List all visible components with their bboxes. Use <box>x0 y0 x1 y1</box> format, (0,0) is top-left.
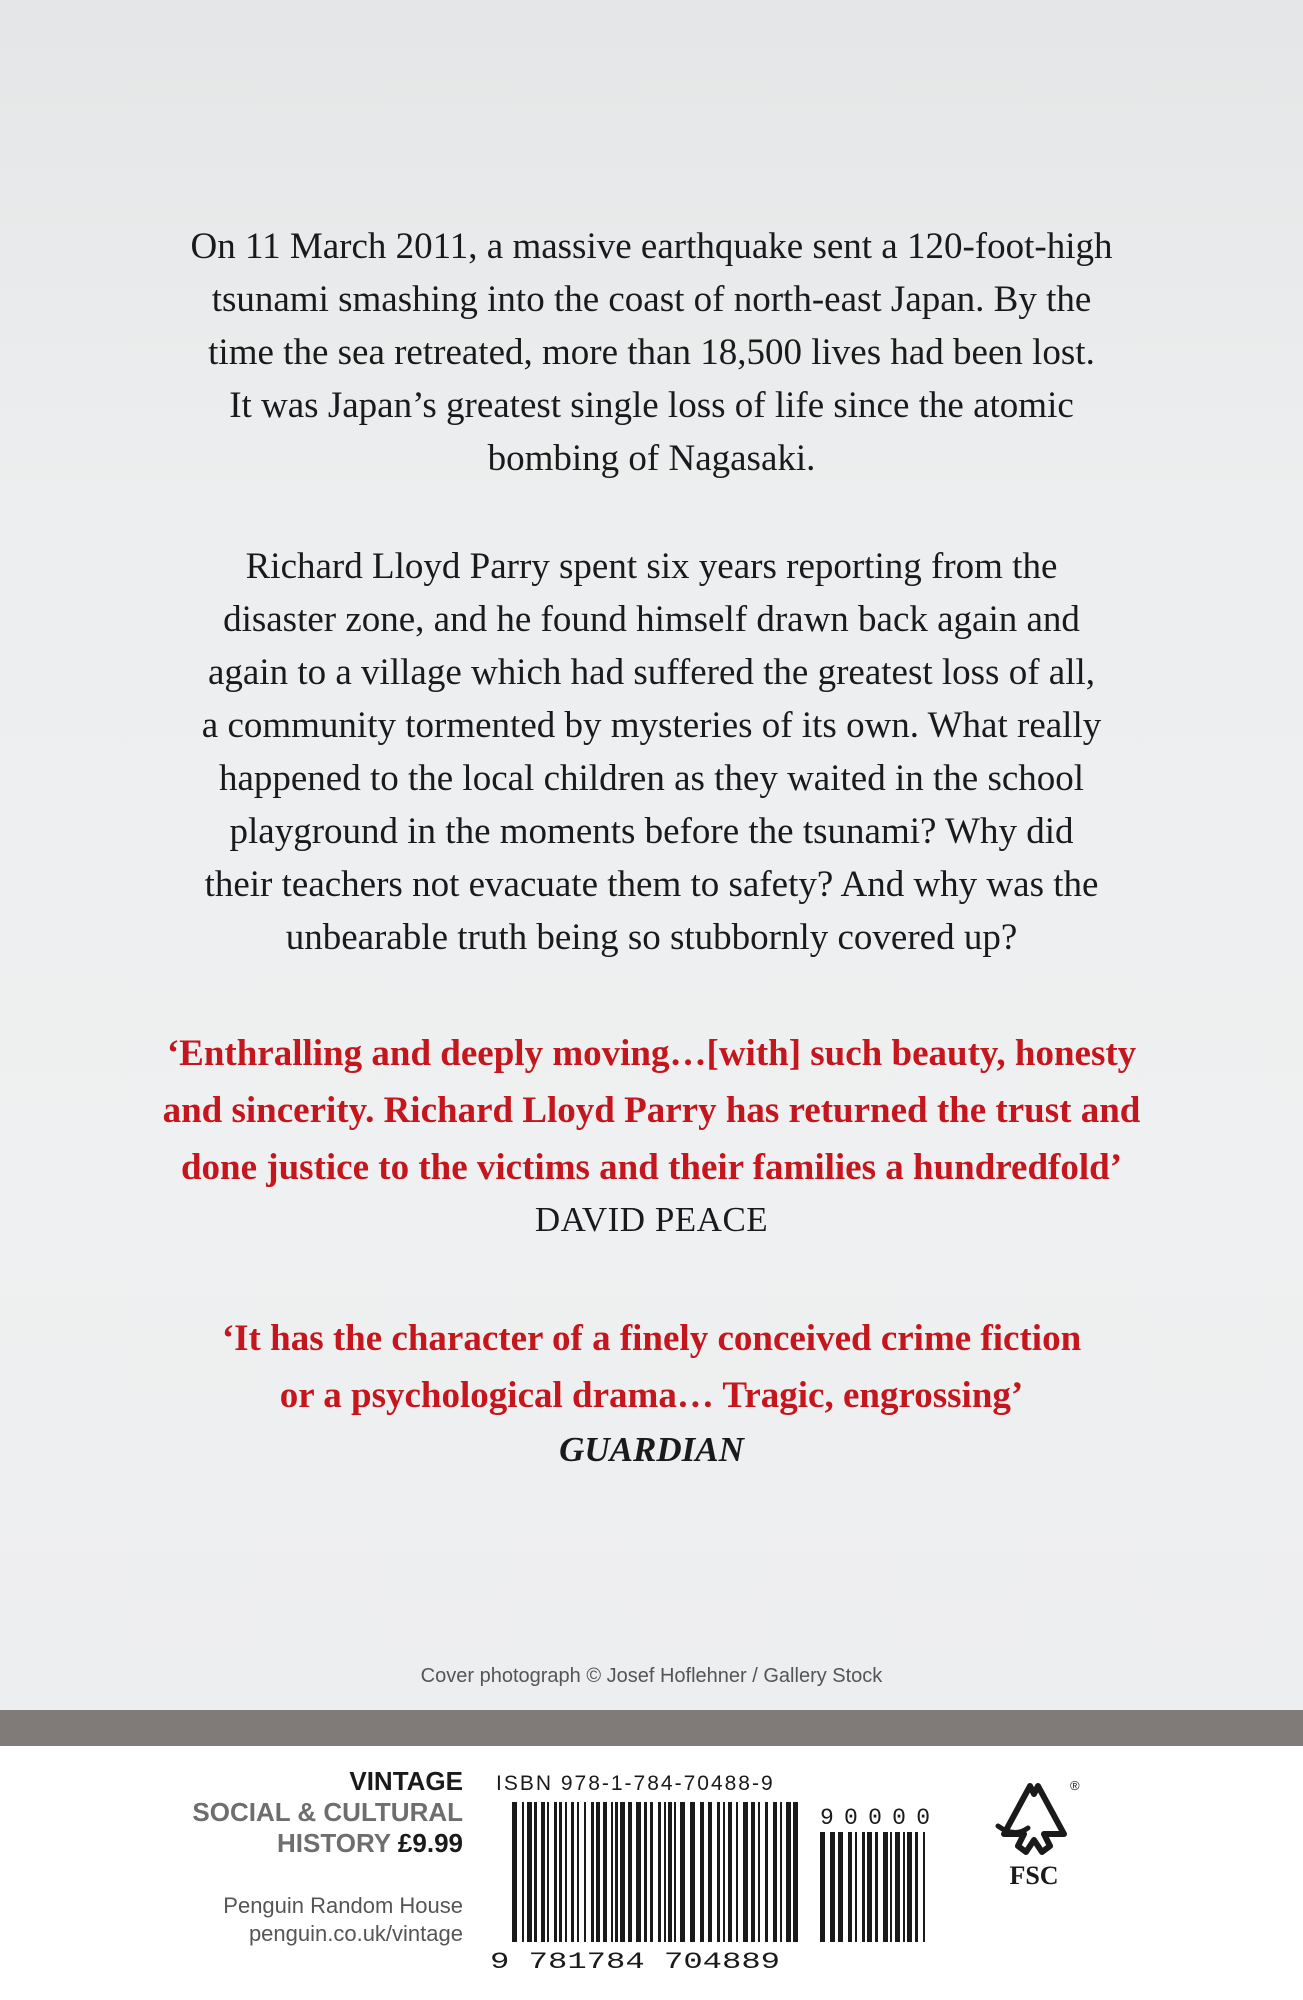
blurb-line: Richard Lloyd Parry spent six years reporting from the <box>245 546 1058 587</box>
barcode-bar <box>793 1802 798 1942</box>
barcode-addon-bars <box>820 1832 925 1942</box>
barcode-bar <box>867 1832 872 1942</box>
barcode-bar <box>620 1802 625 1942</box>
barcode-bar <box>628 1802 632 1942</box>
barcode-main-bars <box>512 1802 798 1942</box>
barcode-bar <box>786 1802 791 1942</box>
quote-attribution-1: DAVID PEACE <box>534 1200 769 1239</box>
barcode-bar <box>611 1802 613 1942</box>
blurb-line: their teachers not evacuate them to safety? And why was the <box>204 864 1099 905</box>
barcode-bar <box>541 1802 545 1942</box>
barcode-bar <box>571 1802 574 1942</box>
barcode-bar <box>565 1802 567 1942</box>
barcode-bar <box>559 1802 562 1942</box>
quote-line: ‘Enthralling and deeply moving…[with] such beauty, honesty <box>166 1033 1137 1074</box>
publisher-name: VINTAGE <box>349 1766 463 1796</box>
barcode-bar <box>780 1802 782 1942</box>
blurb-line: again to a village which had suffered the greatest loss of all, <box>207 652 1096 693</box>
blurb-line: a community tormented by mysteries of its own. What really <box>201 705 1102 746</box>
website: penguin.co.uk/vintage <box>248 1921 463 1946</box>
back-cover-footer <box>0 1746 1303 2000</box>
barcode-bar <box>728 1802 732 1942</box>
barcode-bar <box>512 1802 517 1942</box>
blurb-line: It was Japan’s greatest single loss of life since the atomic <box>229 385 1074 426</box>
blurb-line: happened to the local children as they waited in the school <box>218 758 1085 799</box>
barcode-bar <box>700 1802 704 1942</box>
barcode-bar <box>862 1832 865 1942</box>
barcode-bar <box>890 1832 892 1942</box>
blurb-line: tsunami smashing into the coast of north-east Japan. By the <box>211 279 1092 320</box>
review-quote-2 <box>100 1310 1203 1424</box>
barcode-addon-digits: 90000 <box>820 1805 930 1831</box>
quote-attribution-2: GUARDIAN <box>559 1430 744 1469</box>
barcode <box>490 1802 970 1972</box>
fsc-logo <box>984 1776 1084 1891</box>
barcode-bar <box>650 1802 653 1942</box>
barcode-bar <box>522 1802 524 1942</box>
house-name: Penguin Random House <box>223 1893 463 1918</box>
barcode-bar <box>907 1832 912 1942</box>
barcode-bar <box>743 1802 748 1942</box>
barcode-bar <box>644 1802 647 1942</box>
barcode-bar <box>527 1802 532 1942</box>
blurb-line: playground in the moments before the tsunami? Why did <box>229 811 1074 852</box>
barcode-bar <box>765 1802 768 1942</box>
barcode-bar <box>883 1832 888 1942</box>
blurb-line: On 11 March 2011, a massive earthquake sent a 120-foot-high <box>190 226 1113 267</box>
barcode-bar <box>584 1802 586 1942</box>
barcode-bar <box>603 1802 607 1942</box>
fsc-registered-mark: ® <box>1070 1778 1080 1793</box>
blurb-line: disaster zone, and he found himself drawn back again and <box>223 599 1080 640</box>
barcode-bar <box>708 1802 712 1942</box>
barcode-bar <box>838 1832 843 1942</box>
barcode-bar <box>596 1802 600 1942</box>
barcode-bar <box>903 1832 905 1942</box>
barcode-bar <box>547 1802 549 1942</box>
blurb-paragraph-2 <box>120 540 1183 964</box>
blurb-line: unbearable truth being so stubbornly covered up? <box>285 917 1018 958</box>
barcode-bar <box>680 1802 685 1942</box>
quote-line: or a psychological drama… Tragic, engrossing’ <box>279 1375 1024 1416</box>
blurb-line: time the sea retreated, more than 18,500 lives had been lost. <box>208 332 1095 373</box>
barcode-bar <box>855 1832 857 1942</box>
barcode-bar <box>830 1832 835 1942</box>
blurb-paragraph-1 <box>120 220 1183 485</box>
barcode-bar <box>615 1802 618 1942</box>
category-line-2: HISTORY <box>277 1828 391 1858</box>
barcode-digits: 9 781784 704889 <box>490 1949 780 1972</box>
barcode-bar <box>668 1802 672 1942</box>
barcode-bar <box>664 1802 666 1942</box>
blurb-line: bombing of Nagasaki. <box>487 438 816 479</box>
quote-line: done justice to the victims and their families a hundredfold’ <box>180 1147 1123 1188</box>
barcode-bar <box>723 1802 725 1942</box>
barcode-bar <box>820 1832 825 1942</box>
barcode-bar <box>773 1802 777 1942</box>
barcode-bar <box>923 1832 925 1942</box>
barcode-bar <box>751 1802 755 1942</box>
barcode-bar <box>636 1802 641 1942</box>
category-line-1: SOCIAL & CULTURAL <box>192 1797 463 1827</box>
fsc-tree-icon <box>984 1776 1084 1860</box>
barcode-bar <box>534 1802 537 1942</box>
review-quote-1 <box>100 1025 1203 1196</box>
barcode-bar <box>736 1802 738 1942</box>
barcode-bar <box>658 1802 661 1942</box>
quote-line: ‘It has the character of a finely conceived crime fiction <box>221 1318 1082 1359</box>
photo-credit: Cover photograph © Josef Hoflehner / Gallery Stock <box>420 1665 883 1687</box>
barcode-bar <box>690 1802 695 1942</box>
barcode-bar <box>674 1802 676 1942</box>
barcode-bar <box>915 1832 918 1942</box>
barcode-bar <box>554 1802 557 1942</box>
barcode-bar <box>848 1832 852 1942</box>
barcode-bar <box>758 1802 760 1942</box>
imprint-block <box>192 1766 463 1859</box>
barcode-bar <box>591 1802 594 1942</box>
divider-band <box>0 1710 1303 1746</box>
fsc-label: FSC <box>1009 1861 1059 1890</box>
publisher-house-block <box>223 1892 463 1948</box>
isbn-number: ISBN 978-1-784-70488-9 <box>496 1772 775 1795</box>
barcode-bar <box>577 1802 579 1942</box>
price: £9.99 <box>397 1828 463 1858</box>
barcode-bar <box>875 1832 878 1942</box>
barcode-bar <box>895 1832 900 1942</box>
category-price-line <box>192 1828 463 1859</box>
quote-line: and sincerity. Richard Lloyd Parry has returned the trust and <box>162 1090 1141 1131</box>
barcode-bar <box>717 1802 720 1942</box>
